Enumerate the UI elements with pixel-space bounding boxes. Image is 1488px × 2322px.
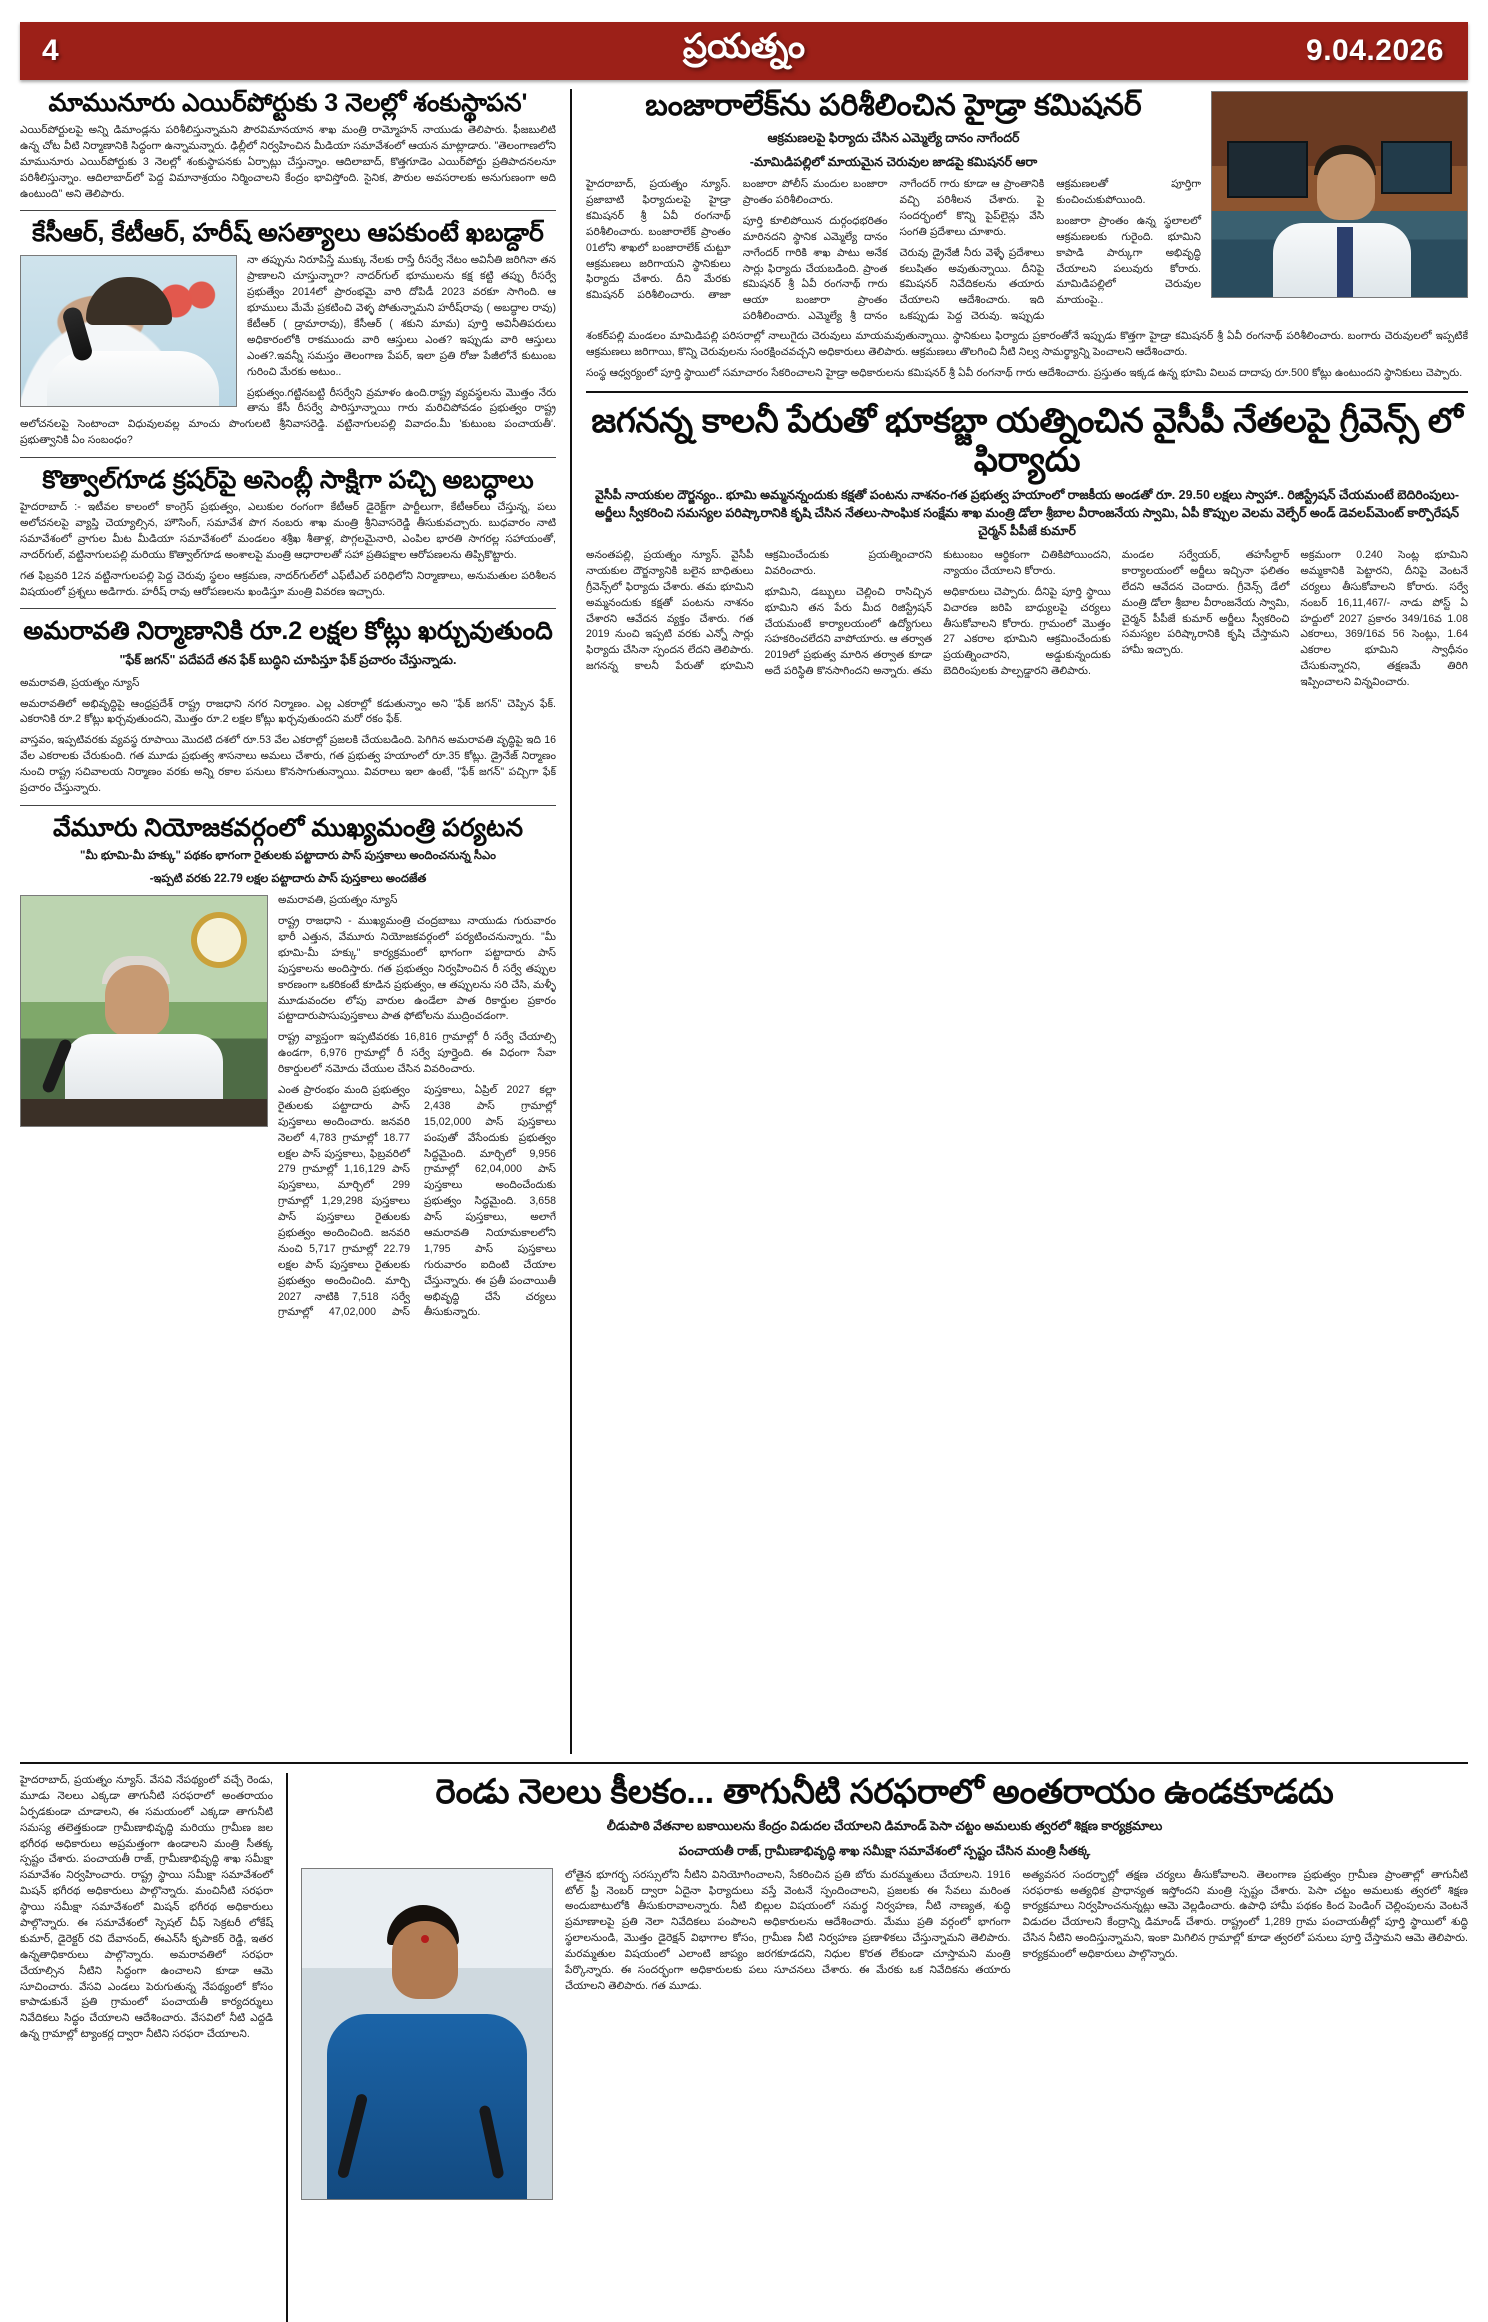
page-number: 4	[42, 34, 60, 67]
monitor-icon	[1227, 141, 1308, 198]
article-jagananna-col-3: అధికారులు చెప్పారు. దీనిపై పూర్తి స్థాయి విచారణ జరిపి బాధ్యులపై చర్యలు తీసుకోవాలని కోరారు. గ్రామంలో మొత్తం 27 ఎకరాల భూమిని ఆక్రమించేందుకు ప్రయత్నించారని, అడ్డుకున్నందుకు బెదిరింపులకు పాల్పడ్డారని తెలిపారు.	[943, 585, 1111, 678]
article-airport-headline: మామునూరు ఎయిర్‌పోర్టుకు 3 నెలల్లో శంకుస్థాపన'	[48, 89, 528, 117]
article-water-subhead-2: పంచాయతీ రాజ్, గ్రామీణాభివృద్ధి శాఖ సమీక్షా సమావేశంలో స్పష్టం చేసిన మంత్రి సీతక్క	[678, 1843, 1091, 1858]
right-column	[576, 89, 1468, 1754]
photo-caption: శంకర్‌పల్లి మండలం మామిడిపల్లి పరిసరాల్లో నాలుగైదు చెరువులు మాయమవుతున్నాయి. స్థానికులు ఫిర్యాదు ప్రకారంతోనే ఇప్పుడు కొత్తగా హైడ్రా కమిషనర్ శ్రీ ఏవీ రంగనాథ్ పరిశీలించారు. బంగారు చెరువులలో ఇప్పటికే ఆక్రమణలు జరిగాయి, కొన్ని చెరువులను సంరక్షించవచ్చని అధికారులు తెలిపారు. ఆక్రమణలు తొలగించి నీటి నిల్వ సామర్థ్యాన్ని పెంచాలని ఆదేశించారు.	[586, 330, 1468, 358]
article-water-text-mid	[565, 1868, 1011, 2200]
article-kcr	[20, 219, 556, 449]
article-vemuru-subhead: "మీ భూమి-మీ హక్కు" పథకం భాగంగా రైతులకు పట్టాదారు పాస్ పుస్తకాలు అందించనున్న సీఎం	[80, 849, 496, 862]
article-amaravati-paragraph-1: అమరావతిలో అభివృద్ధిపై ఆంధ్రప్రదేశ్ రాష్ట్ర రాజధాని నగర నిర్మాణం. ఎల్ల ఎకరాల్లో కడుతున్నాం అని "ఫేక్ జగన్" చెప్పిన ఫేక్. ఎకరానికి రూ.2 కోట్లు ఖర్చవుతుందని, మొత్తం రూ.2 లక్షల కోట్లు ఖర్చవుతుందని మరో రకం ఫేక్.	[20, 697, 556, 726]
column-divider	[286, 1773, 288, 2322]
article-vemuru-paragraph-2: రాష్ట్ర వ్యాప్తంగా ఇప్పటివరకు 16,816 గ్రామాల్లో రీ సర్వే చేయాల్సి ఉండగా, 6,976 గ్రామాల్లో రీ సర్వే పూర్తైంది. ఈ విధంగా సేవా రికార్డులలో నమోదు చేయుల చేసిన వివరించారు.	[278, 1031, 556, 1076]
divider-rule	[20, 210, 556, 211]
photo-detail	[1337, 227, 1353, 297]
article-amaravati-byline: అమరావతి, ప్రయత్నం న్యూస్	[20, 676, 140, 689]
article-crusher-paragraph-2: గత ఫిబ్రవరి 12న వట్టినాగులపల్లి పెద్ద చెరువు స్థలం ఆక్రమణ, నాదర్‌గుల్‌లో ఎఫ్‌టీఎల్ పరిధిలోని నిర్మాణాలు, అనుమతుల పరిశీలన విషయంలో ప్రశ్నలు అడిగారు. హరీష్ రావు ఆరోపణలను ఖండిస్తూ మంత్రి వివరణ ఇచ్చారు.	[20, 569, 556, 598]
emblem-icon	[191, 912, 247, 968]
photo-detail	[47, 351, 219, 408]
article-banjara-col-4: బంజారా ప్రాంతం ఉన్న స్థలాలలో ఆక్రమణలకు గురైంది. భూమిని కాపాడి పార్కుగా అభివృద్ధి చేయాలని పలువురు కోరారు. మామిడిపల్లిలో చెరువుల మాయంపై..	[1056, 214, 1201, 307]
photo-kcr-speaker	[20, 255, 237, 407]
article-airport	[20, 89, 556, 202]
article-crusher-body	[20, 500, 556, 600]
article-water-text-right	[1023, 1868, 1469, 2200]
monitor-icon	[1381, 141, 1451, 194]
column-divider	[570, 89, 572, 1754]
photo-detail	[1317, 154, 1375, 220]
article-crusher-paragraph-1: హైదరాబాద్ :- ఇటీవల కాలంలో కాంగ్రెస్ ప్రభుత్వం, ఎలుకుల రంగంగా కేటీఆర్ డైరెక్ట్‌గా పార్టీలుగా, కేటీఆర్‌లు చేస్తున్న, పలు అలోచనలపై వ్యాప్తి చెయ్యాల్సిన, హౌసింగ్, సమావేశ పొగ నంబరు శాఖ మంత్రి శ్రీనివాసరెడ్డి తీసుకువచ్చారు. బుధవారం నాటి సమావేశంలో వ్రాగుల మీట మీడియా సమావేశంలో మండలం శశ్రీఖ శీతాళ్ల, పొగ్గలమైనారి, ఎంపిల భారతి సాగరల్ల సహాయంతో, నాదర్‌గుల్, వట్టినాగులపల్లి మరియు కొత్వాల్‌గూడ అంశాలపై మంత్రి ఆధారాలతో సహా ప్రతిపక్షాల ఆరోపణలను తిప్పికొట్టారు.	[20, 501, 556, 561]
article-airport-paragraph: ఎయిర్‌పోర్టులపై అన్ని డిమాండ్లను పరిశీలిస్తున్నామని పౌరవిమానయాన శాఖ మంత్రి రామ్మోహన్ నాయుడు తెలిపారు. ఫీజబులిటి ఉన్న చోట వీటి నిర్మాణానికి సిద్ధంగా ఉన్నామన్నారు. ఢిల్లీలో నిర్వహించిన మీడియా సమావేశంలో ఆయన మాట్లాడారు. "తెలంగాణలోని మామునూరు ఎయిర్‌పోర్టుకు 3 నెలల్లో శంకుస్థాపనకు ఏర్పాట్లు చేస్తున్నాం. ఆదిలాబాద్, కొత్తగూడెం ఎయిర్‌పోర్టు ప్రతిపాదనలనూ పరిశీలిస్తున్నాం. ఆదిలాబాద్‌లో పెద్ద విమానాశ్రయం నిర్మించాలని కేంద్రం భావిస్తోంది. సైనిక, పౌరుల అవసరాలకు అనుగుణంగా అది ఉంటుంది" అని తెలిపారు.	[20, 124, 556, 200]
article-jagananna	[586, 402, 1468, 691]
article-water-columns	[301, 1868, 1468, 2200]
photo-detail	[392, 1921, 458, 1999]
publication-date: 9.04.2026	[1306, 34, 1444, 67]
photo-minister-sithakka	[301, 1868, 553, 2200]
article-jagananna-body	[586, 548, 1468, 691]
photo-column	[301, 1868, 553, 2200]
article-banjara-headline: బంజారాలేక్‌ను పరిశీలించిన హైడ్రా కమిషనర్	[645, 89, 1142, 122]
article-jagananna-col-1: అనంతపల్లి, ప్రయత్నం న్యూస్. వైసీపీ నాయకుల దౌర్జన్యానికి బలైన బాధితులు గ్రీవెన్స్‌లో ఫిర్యాదు చేశారు. తమ భూమిని అమ్మనందుకు కక్షతో పంటను నాశనం చేశారని ఆవేదన వ్యక్తం చేశారు. గత 2019 నుంచి ఇప్పటి వరకు ఎన్నో సార్లు ఫిర్యాదు చేసినా స్పందన లేదని తెలిపారు. జగనన్న కాలనీ పేరుతో భూమిని ఆక్రమించేందుకు ప్రయత్నించారని వివరించారు.	[586, 548, 933, 673]
article-banjara-subhead-2: -మామిడిపల్లిలో మాయమైన చెరువుల జాడపై కమిషనర్ ఆరా	[749, 154, 1038, 169]
article-kcr-paragraph-2: ప్రభుత్వం.గట్టినబట్టి రీసర్వేని వ్రమాళం ఉంది.రాష్ట్ర వ్యవస్థలను మొత్తం నేరు తాను కేసీ రీసర్వే పారిస్తూన్నాయి గారు మరిచిపోవడం ప్రభుత్వం రాష్ట్ర అలోచనలపై సెంటాంచా విధువులవల్ల మాంచు పొంగులటి శ్రీనివాసరెడ్డి. వట్టినాగులపల్లి వివాదం.మీ 'కుటుంబ పంచాయతీ'. ప్రభుత్వానికి ఏం సంబంధం?	[20, 386, 556, 447]
article-vemuru	[20, 814, 556, 1324]
article-water-col-right: అత్యవసర సందర్భాల్లో తక్షణ చర్యలు తీసుకోవాలని. తెలంగాణ ప్రభుత్వం గ్రామీణ ప్రాంతాల్లో తాగునీటి సరఫరాకు అత్యధిక ప్రాధాన్యత ఇస్తోందని మంత్రి స్పష్టం చేశారు. పెసా చట్టం అమలుకు త్వరలో శిక్షణ కార్యక్రమాలు నిర్వహించనున్నట్లు ఆమె వెల్లడించారు. ఉపాధి హామీ పథకం కింద పెండింగ్ చెల్లింపులను వెంటనే విడుదల చేయాలని కేంద్రాన్ని డిమాండ్ చేశారు. రాష్ట్రంలో 1,289 గ్రామ పంచాయతీల్లో పూర్తి స్థాయిలో శుద్ధి చేసిన నీటిని అందిస్తున్నామని, ఇంకా మిగిలిన గ్రామాల్లో కూడా త్వరలో పనులు పూర్తి చేస్తామని ఆమె తెలిపారు. కార్యక్రమంలో అధికారులు పాల్గొన్నారు.	[1022, 1868, 1468, 1961]
divider-rule	[20, 457, 556, 458]
article-amaravati-body	[20, 676, 556, 797]
article-banjara-col-3: చెరువు డ్రైనేజీ నీరు వెళ్ళే ప్రదేశాలు కలుషితం అవుతున్నాయి. దీనిపై కమిషనర్ నివేదికలను తయారు చేయాలని ఆదేశించారు. ఇది ఒకప్పుడు పెద్ద చెరువు. ఇప్పుడు ఆక్రమణలతో పూర్తిగా కుంచించుకుపోయింది.	[899, 178, 1201, 323]
article-vemuru-subhead-2: -ఇప్పటి వరకు 22.79 లక్షల పట్టాదారు పాస్ పుస్తకాలు అందజేత	[149, 872, 427, 885]
article-vemuru-byline: అమరావతి, ప్రయత్నం న్యూస్	[278, 894, 398, 907]
article-jagananna-subhead: వైసీపీ నాయకుల దౌర్జన్యం.. భూమి అమ్మనన్నందుకు కక్షతో పంటను నాశనం-గత ప్రభుత్వ హయాంలో రాజకీయ అండతో రూ. 29.50 లక్షలు స్వాహా.. రిజిస్ట్రేషన్ చేయమంటే బెదిరింపులు-అర్జీలు స్వీకరించి సమస్యల పరిష్కారానికి కృషి చేసిన నేతలు-సాంఘిక సంక్షేమ శాఖ మంత్రి డోలా శ్రీబాల వీరాంజనేయ స్వామి, ఏపీ కొప్పుల వెలమ వెల్ఫేర్ అండ్ డెవలప్‌మెంట్ కార్పొరేషన్ చైర్మన్ పీపీజే కుమార్	[595, 487, 1459, 538]
newspaper-page	[0, 22, 1488, 2301]
article-amaravati-headline: అమరావతి నిర్మాణానికి రూ.2 లక్షల కోట్లు ఖర్చువుతుంది	[23, 617, 553, 646]
article-banjara-caption-block	[586, 329, 1468, 382]
article-water-left-text	[20, 1773, 273, 2043]
photo-detail	[421, 1935, 429, 1943]
main-content-grid	[20, 89, 1468, 1754]
bottom-main-column	[292, 1773, 1468, 2322]
article-crusher-headline: కొత్వాల్‌గూడ క్రషర్‌పై అసెంబ్లీ సాక్షిగా పచ్చి అబద్ధాలు	[42, 466, 534, 495]
article-banjara-col-2: పూర్తి కూలిపోయిన దుర్గంధభరితం మారినదని స్థానిక ఎమ్మెల్యే దానం నాగేందర్ గారికి శాఖ పాటు అనేక సార్లు ఫిర్యాదు చేయబడింది. ప్రాంత కమిషనర్ శ్రీ ఏవీ రంగనాథ్ గారు ఆయా బంజారా ప్రాంతం పరిశీలించారు. ఎమ్మెల్యే శ్రీ దానం నాగేందర్ గారు కూడా ఆ ప్రాంతానికి వచ్చి పరిశీలన చేశారు. పై సందర్భంలో కొన్ని పైప్‌లైన్లు వేసి సంగతి ప్రదేశాలు చూశారు.	[742, 178, 1045, 323]
article-jagananna-col-4: మండల సర్వేయర్, తహసీల్దార్ కార్యాలయంలో అర్జీలు ఇచ్చినా ఫలితం లేదని ఆవేదన చెందారు. గ్రీవెన్స్ డేలో మంత్రి డోలా శ్రీబాల వీరాంజనేయ స్వామి, చైర్మన్ పీపీజే కుమార్ అర్జీలు స్వీకరించి సమస్యల పరిష్కారానికి కృషి చేస్తామని హామీ ఇచ్చారు.	[1121, 548, 1290, 657]
article-amaravati-paragraph-2: వాస్తవం, ఇప్పటివరకు వ్యవస్థ రూపాయి మెుదటి దశలో రూ.53 వేల ఎకరాల్లో ప్రజలకి చేయబడింది. పెగిగిన అమరావతి వృద్ధిపై ఇది 16 వేల ఎకరాలకు చేరుకుంది. గత మూడు ప్రభుత్వ శాసనాలు అమలు చేశారు, గత ప్రభుత్వ హయాంలో రూ.35 కోట్లు. డ్రైనేజ్ నిర్మాణం నుంచి రాష్ట్ర సచివాలయ నిర్మాణం వరకు అన్ని రకాల పనులు కొనసాగుతున్నాయి. వివరాలు ఇలా ఉంటే, "ఫేక్ జగన్" పచ్చిగా ఫేక్ ప్రచారం చేస్తున్నారు.	[20, 734, 556, 794]
article-banjara-col-1: హైదరాబాద్, ప్రయత్నం న్యూస్. ప్రజాబాటి ఫిర్యాదులపై హైడ్రా కమిషనర్ శ్రీ ఏవీ రంగనాథ్ పరిశీలించారు. బంజారాలేక్ ప్రాంతం 01లోని శాఖలో బంజారాలేక్ చుట్టూ ఆక్రమణలు జరిగాయని స్థానికులు ఫిర్యాదు చేశారు. దీని మేరకు కమిషనర్ పరిశీలించారు. తాజా బంజారా పోలీస్ మందుల బంజారా ప్రాంతం పరిశీలించారు.	[586, 178, 888, 302]
photo-chief-minister	[20, 895, 268, 1127]
article-vemuru-headline: వేమూరు నియోజకవర్గంలో ముఖ్యమంత్రి పర్యటన	[52, 813, 523, 842]
article-banjara-subhead: ఆక్రమణలపై ఫిర్యాదు చేసిన ఎమ్మెల్యే దానం నాగేందర్	[767, 130, 1020, 145]
divider-rule-bold	[586, 391, 1468, 393]
article-vemuru-body-columns	[278, 1083, 556, 1324]
newspaper-title: ప్రయత్నం	[682, 27, 806, 66]
article-water-col-left: హైదరాబాద్, ప్రయత్నం న్యూస్. వేసవి నేపథ్యంలో వచ్చే రెండు, మూడు నెలలు ఎక్కడా తాగునీటి సరఫరాలో అంతరాయం ఏర్పడకుండా చూడాలని, ఈ సమయంలో ఎక్కడా తాగునీటి సమస్య తలెత్తకుండా గ్రామీణాభివృద్ధి మరియు గ్రామీణ జల భగీరథ అధికారులు అప్రమత్తంగా ఉండాలని మంత్రి సీతక్క స్పష్టం చేశారు. పంచాయతీ రాజ్, గ్రామీణాభివృద్ధి శాఖ సమీక్షా సమావేశం నిర్వహించారు. రాష్ట్ర స్థాయి సమీక్షా సమావేశంలో మిషన్ భగీరథ అధికారులు పాల్గొన్నారు. మంచినీటి సరఫరా స్థాయి సమీక్షా సమావేశంలో మిషన్ భగీరథ అధికారులు పాల్గొన్నారు. ఈ సమావేశంలో స్పెషల్ చీఫ్ సెక్రటరీ లోకేష్ కుమార్, డైరెక్టర్ రవి దేవానంద్, ఈఎన్‌సీ కృపాకర్ రెడ్డి, ఇతర ఉన్నతాధికారులు పాల్గొన్నారు. అమరావతిలో సరఫరా చేయాల్సిన నీటిని సిద్ధంగా ఉంచాలని కూడా ఆమె సూచించారు. వేసవి ఎండలు పెరుగుతున్న నేపథ్యంలో కోసం కాపాడుకునే ప్రతి గ్రామంలో పంచాయతీ కార్యదర్శులు నివేదికలు సిద్ధం చేయాలని ఆదేశించారు. వేసవిలో నీటి ఎద్దడి ఉన్న గ్రామాల్లో ట్యాంకర్ల ద్వారా నీటిని సరఫరా చేయాలని.	[20, 1774, 273, 2041]
article-banjara	[586, 89, 1468, 382]
bottom-section	[20, 1762, 1468, 2322]
article-kcr-paragraph-1: నా తప్పును నిరూపిస్తే ముక్కు నేలకు రాస్తే రీసర్వే నేటం అవినీతి జరిగినా తన ప్రాణాలని చూస్తున్నారా? నాదర్‌గుల్ భూములను కక్ష కట్టి తప్పు రీసర్వే ప్రభుత్వేం 2014లో ప్రారంభమై వారి దోపిడీ 2023 వరకూ సాగింది. ఆ భూములు మేమే ప్రకటించి వెళ్ళ పోతున్నామని హరీష్‌రావు ( అబద్ధాల రావు) కేటీఆర్ ( డ్రామారావు), కేసీఆర్ ( శకుని మామ) పూర్తి అవినీతిపరులు అధికారంలోకి రాకముందు వారి ఆస్తులు ఎంత? ఇప్పుడు వారి ఆస్తులు ఎంత?.ఇవన్నీ సమస్తం తెలంగాణ పేపర్, ఇలా ప్రతి రోజు పేజీలోనే కుటుంబ గురించి మేరకు అటుం..	[247, 254, 556, 378]
divider-rule	[20, 805, 556, 806]
photo-detail	[105, 965, 169, 1037]
article-jagananna-col-5: అక్రమంగా 0.240 సెంట్ల భూమిని అమ్మకానికి పెట్టారని, దీనిపై వెంటనే చర్యలు తీసుకోవాలని కోరారు. సర్వే నంబర్ 16,11,467/- నాడు పోస్ట్ ఏ హద్దులో 2027 ప్రకారం 349/16వ 1.08 ఎకరాలు, 369/16వ 56 సెంట్లు, 1.64 ఎకరాల భూమిని స్వాధీనం చేసుకున్నారని, తక్షణమే తిరిగి ఇప్పించాలని విన్నవించారు.	[1300, 548, 1468, 689]
divider-rule	[20, 608, 556, 609]
article-kcr-headline: కేసీఆర్, కేటీఆర్, హరీష్ అసత్యాలు ఆపకుంటే ఖబడ్దార్	[32, 219, 544, 248]
article-water-col-mid: లోతైన భూగర్భ సరస్సులోని నీటిని వినియోగించాలని, సేకరించిన ప్రతి బోరు మరమ్మతులు చేయాలని. 1916 టోల్ ఫ్రీ నెంబర్ ద్వారా ఏదైనా ఫిర్యాదులు వస్తే వెంటనే స్పందించాలని, ప్రజలకు ఈ సేవలు మరింత అందుబాటులోకి తీసుకురావాలన్నారు. నీటి బిల్లుల విషయంలో సమర్థ నిర్వహణ, నీటి నాణ్యత, శుద్ధి ప్రమాణాలపై ప్రతి నెలా నివేదికలు పంపాలని అధికారులను ఆదేశించారు. మేము ప్రతి వర్గంలో భాగంగా స్థలాలనుండి, మొత్తం డైరెక్షన్ విభాగాల కోసం, గ్రామీణ నీటి నిర్వహణ ప్రణాళికలు చేస్తున్నామని తెలిపారు. మరమ్మతుల విషయంలో ఎలాంటి జాప్యం జరగకూడదని, నిధుల కొరత లేకుండా చూస్తామని మంత్రి పేర్కొన్నారు. ఈ సందర్భంగా అధికారులకు పలు సూచనలు చేశారు. ఈ మేరకు ఒక నివేదికను తయారు చేయాలని తెలిపారు. గత మూడు.	[565, 1868, 1011, 1992]
article-crusher	[20, 466, 556, 600]
article-amaravati	[20, 617, 556, 796]
article-jagananna-col-2: భూమిని, డబ్బులు చెల్లించి రాసిచ్చిన భూమిని తన పేరు మీద రిజిస్ట్రేషన్ చేయమంటే కార్యాలయంలో ఉద్యోగులు సహకరించలేదని వాపోయారు. ఆ తర్వాత 2019లో ప్రభుత్వ మారిన తర్వాత కూడా అదే పరిస్థితి కొనసాగిందని అన్నారు. తమ కుటుంబం ఆర్థికంగా చితికిపోయిందని, న్యాయం చేయాలని కోరారు.	[764, 548, 1111, 678]
article-vemuru-paragraph-3: ఎంత ప్రారంభం మంది ప్రభుత్వం రైతులకు పట్టాదారు పాస్ పుస్తకాలు అందించారు. జనవరి నెలలో 4,783 గ్రామాల్లో 18.77 లక్షల పాస్ పుస్తకాలు, ఫిబ్రవరిలో 279 గ్రామాల్లో 1,16,129 పాస్ పుస్తకాలు, మార్చిలో 299 గ్రామాల్లో 1,29,298 పుస్తకాలు పాస్ పుస్తకాలు రైతులకు ప్రభుత్వం అందించింది. జనవరి నుంచి 5,717 గ్రామాల్లో 22.79 లక్షల పాస్ పుస్తకాలు రైతులకు ప్రభుత్వం అందించింది. మార్చి 2027 నాటికి 7,518 సర్వే గ్రామాల్లో 47,02,000 పాస్ పుస్తకాలు, ఏప్రిల్ 2027 కల్లా 2,438 పాస్ గ్రామాల్లో 15,02,000 పాస్ పుస్తకాలు పంపుతో వేసేందుకు ప్రభుత్వం సిద్ధమైంది. మార్చిలో 9,956 గ్రామాల్లో 62,04,000 పాస్ పుస్తకాలు అందించేందుకు ప్రభుత్వం సిద్ధమైంది. 3,658 పాస్ పుస్తకాలు, అలాగే ఆమరావతి నియామకాలలోని 1,795 పాస్ పుస్తకాలు గురువారం ఐదింటి చేయాల చేస్తున్నారు. ఈ ప్రతీ పంచాయితీ అభివృద్ధి చేసే చర్యలు తీసుకున్నారు.	[278, 1083, 556, 1319]
photo-hydraa-commissioner	[1211, 91, 1468, 298]
article-water-subhead: లీడుపాఠి వేతనాల బకాయిలను కేంద్రం విడుదల చేయాలని డిమాండ్ పెసా చట్టం అమలుకు త్వరలో శిక్షణ కార్యక్రమాలు	[606, 1819, 1163, 1834]
photo-detail	[21, 1099, 267, 1127]
article-vemuru-paragraph-1: రాష్ట్ర రాజధాని - ముఖ్యమంత్రి చంద్రబాబు నాయుడు గురువారం భారీ ఎత్తున, వేమూరు నియోజకవర్గంలో పర్యటించనున్నారు. "మీ భూమి-మీ హక్కు" కార్యక్రమంలో భాగంగా పట్టాదారు పాస్ పుస్తకాలను అందిస్తారు. గత ప్రభుత్వం నిర్వహించిన రీ సర్వే తప్పుల కారణంగా ఒకరికంటే కూడిన ప్రభుత్వం, ఆ తప్పులను సరి చేసి, మళ్ళీ మూడువందల లోపు వారుల ఉండేలా పాత రికార్డుల ప్రకారం పట్టాదారుపాసుపుస్తకాలు పాత ఫోటోలను ముద్రించడంగా.	[278, 915, 556, 1023]
photo-detail	[86, 277, 172, 325]
left-column	[20, 89, 566, 1754]
article-jagananna-headline: జగనన్న కాలనీ పేరుతో భూకబ్జా యత్నించిన వైసీపీ నేతలపై గ్రీవెన్స్ లో ఫిర్యాదు	[591, 401, 1463, 480]
article-banjara-col-5: సంస్థ ఆధ్వర్యంలో పూర్తి స్థాయిలో సమాచారం సేకరించాలని హైడ్రా అధికారులను కమిషనర్ శ్రీ ఏవీ రంగనాథ్ గారు ఆదేశించారు. ప్రస్తుతం ఇక్కడ ఉన్న భూమి విలువ దాదాపు రూ.500 కోట్లు ఉంటుందని స్థానికులు చెప్పారు.	[586, 366, 1463, 379]
article-water-headline: రెండు నెలలు కీలకం... తాగునీటి సరఫరాలో అంతరాయం ఉండకూడదు	[435, 1773, 1334, 1811]
article-airport-body	[20, 123, 556, 202]
article-amaravati-subhead: "ఫేక్ జగన్" పదేపదే తన ఫేక్ బుద్ధిని చూపిస్తూ ఫేక్ ప్రచారం చేస్తున్నాడు.	[119, 653, 457, 668]
bottom-left-column	[20, 1773, 282, 2322]
article-banjara-body	[586, 177, 1201, 325]
masthead-banner	[20, 22, 1468, 80]
